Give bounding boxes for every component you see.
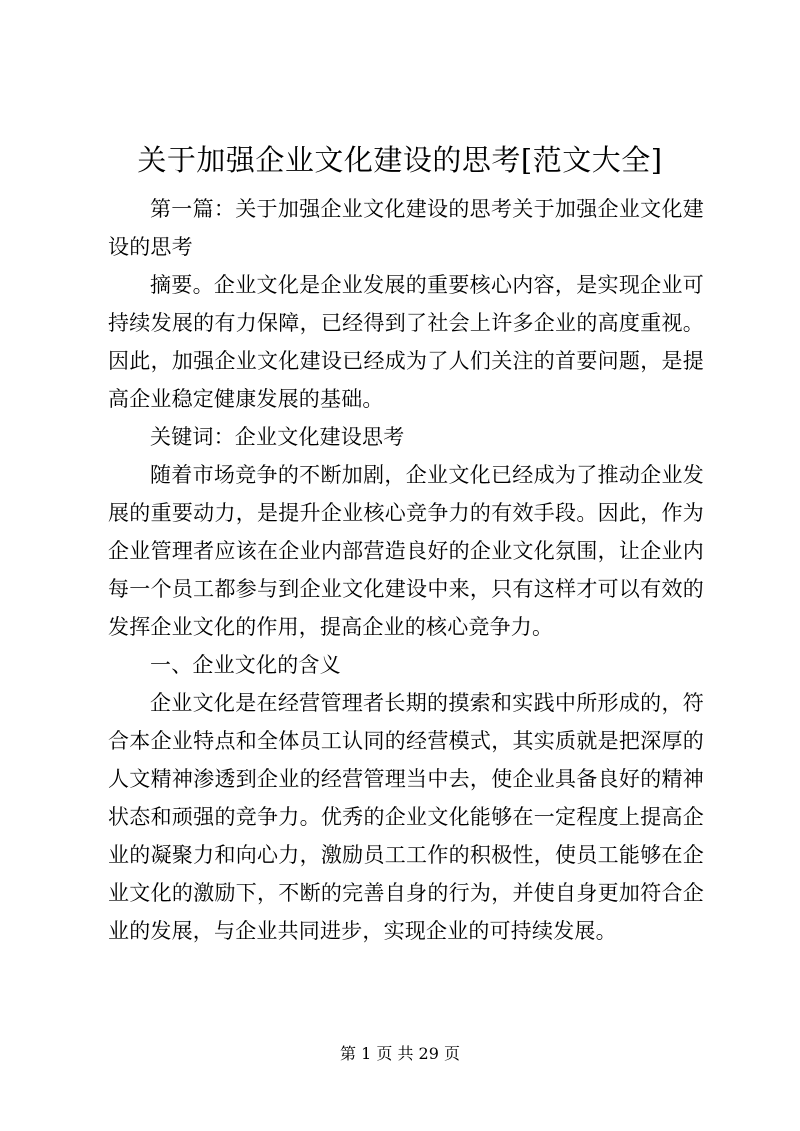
document-body xyxy=(108,190,704,950)
paragraph-abstract: 摘要。企业文化是企业发展的重要核心内容，是实现企业可持续发展的有力保障，已经得到了社会上许多企业的高度重视。因此，加强企业文化建设已经成为了人们关注的首要问题，是提高企业稳定健康发展的基础。 xyxy=(108,273,704,411)
paragraph-subheading: 一、企业文化的含义 xyxy=(150,653,341,677)
paragraph-section-heading: 第一篇：关于加强企业文化建设的思考关于加强企业文化建设的思考 xyxy=(108,197,704,259)
paragraph-definition: 企业文化是在经营管理者长期的摸索和实践中所形成的，符合本企业特点和全体员工认同的经营模式，其实质就是把深厚的人文精神渗透到企业的经营管理当中去，使企业具备良好的精神状态和顽强的竞争力。优秀的企业文化能够在一定程度上提高企业的凝聚力和向心力，激励员工工作的积极性，使员工能够在企业文化的激励下，不断的完善自身的行为，并使自身更加符合企业的发展，与企业共同进步，实现企业的可持续发展。 xyxy=(108,691,704,943)
page-number-footer: 第 1 页 共 29 页 xyxy=(340,1044,460,1063)
document-title: 关于加强企业文化建设的思考[范文大全] xyxy=(137,143,663,177)
paragraph-introduction: 随着市场竞争的不断加剧，企业文化已经成为了推动企业发展的重要动力，是提升企业核心竞争力的有效手段。因此，作为企业管理者应该在企业内部营造良好的企业文化氛围，让企业内每一个员工都参与到企业文化建设中来，只有这样才可以有效的发挥企业文化的作用，提高企业的核心竞争力。 xyxy=(108,463,704,639)
paragraph-keywords: 关键词：企业文化建设思考 xyxy=(150,425,405,449)
